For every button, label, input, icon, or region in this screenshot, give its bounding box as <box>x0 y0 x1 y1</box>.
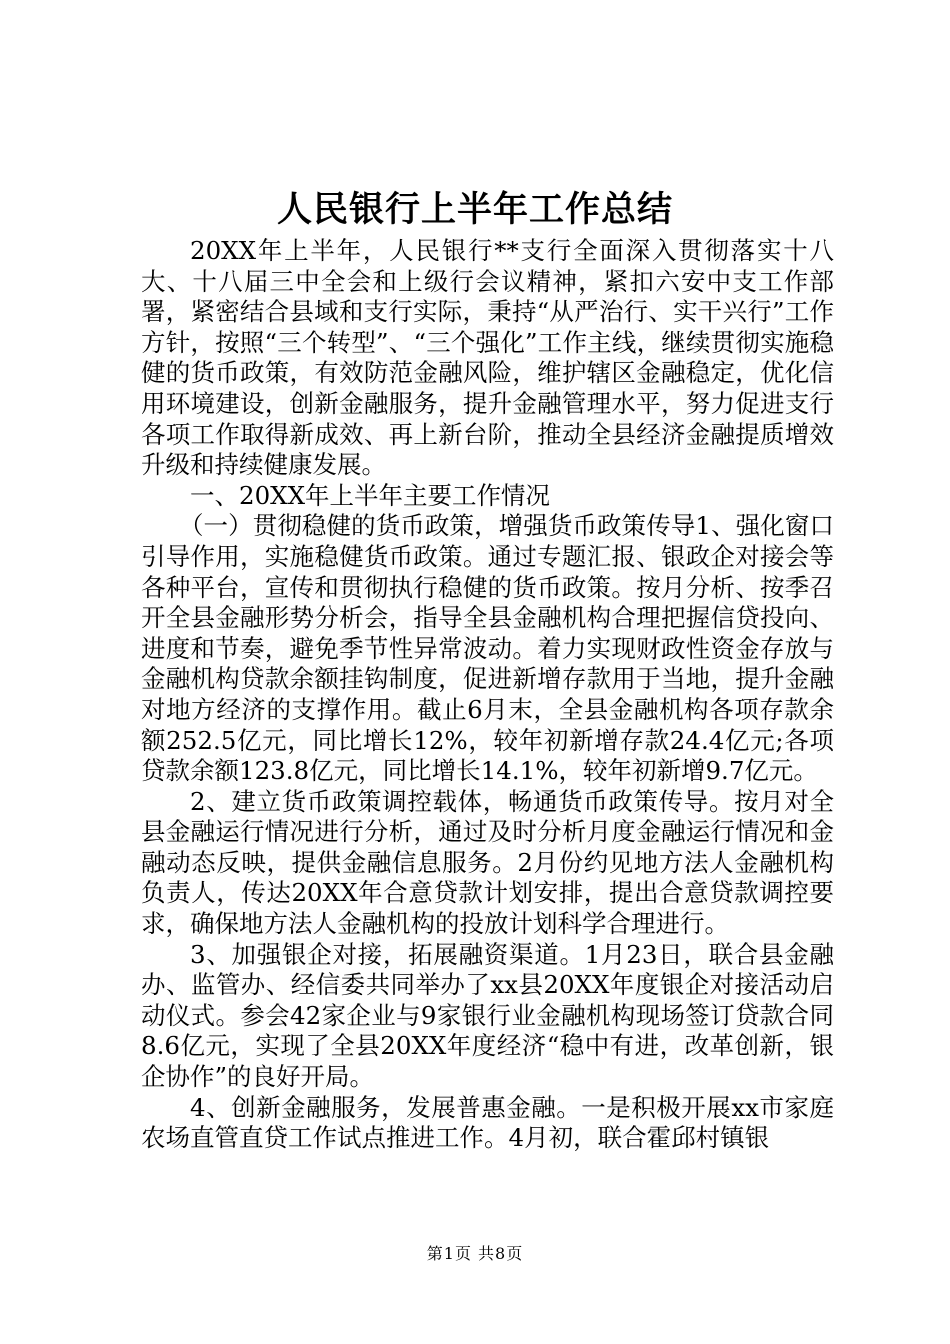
document-body <box>141 236 834 1154</box>
body-paragraph: 4、创新金融服务，发展普惠金融。一是积极开展xx市家庭农场直管直贷工作试点推进工作。4月初，联合霍邱村镇银 <box>141 1092 834 1153</box>
body-paragraph: 2、建立货币政策调控载体，畅通货币政策传导。按月对全县金融运行情况进行分析，通过及时分析月度金融运行情况和金融动态反映，提供金融信息服务。2月份约见地方法人金融机构负责人，传达20XX年合意贷款计划安排，提出合意贷款调控要求，确保地方法人金融机构的投放计划科学合理进行。 <box>141 786 834 939</box>
subsection-paragraph: （一）贯彻稳健的货币政策，增强货币政策传导1、强化窗口引导作用，实施稳健货币政策。通过专题汇报、银政企对接会等各种平台，宣传和贯彻执行稳健的货币政策。按月分析、按季召开全县金融形势分析会，指导全县金融机构合理把握信贷投向、进度和节奏，避免季节性异常波动。着力实现财政性资金存放与金融机构贷款余额挂钩制度，促进新增存款用于当地，提升金融对地方经济的支撑作用。截止6月末，全县金融机构各项存款余额252.5亿元，同比增长12%，较年初新增存款24.4亿元;各项贷款余额123.8亿元，同比增长14.1%，较年初新增9.7亿元。 <box>141 511 834 786</box>
intro-paragraph: 20XX年上半年，人民银行**支行全面深入贯彻落实十八大、十八届三中全会和上级行会议精神，紧扣六安中支工作部署，紧密结合县域和支行实际，秉持“从严治行、实干兴行”工作方针，按照“三个转型”、“三个强化”工作主线，继续贯彻实施稳健的货币政策，有效防范金融风险，维护辖区金融稳定，优化信用环境建设，创新金融服务，提升金融管理水平，努力促进支行各项工作取得新成效、再上新台阶，推动全县经济金融提质增效升级和持续健康发展。 <box>141 236 834 480</box>
document-title: 人民银行上半年工作总结 <box>276 189 673 230</box>
body-paragraph: 3、加强银企对接，拓展融资渠道。1月23日，联合县金融办、监管办、经信委共同举办了xx县20XX年度银企对接活动启动仪式。参会42家企业与9家银行业金融机构现场签订贷款合同8.6亿元，实现了全县20XX年度经济“稳中有进，改革创新，银企协作”的良好开局。 <box>141 939 834 1092</box>
section-heading: 一、20XX年上半年主要工作情况 <box>190 480 551 510</box>
page-number-footer: 第1页 共8页 <box>426 1244 524 1263</box>
